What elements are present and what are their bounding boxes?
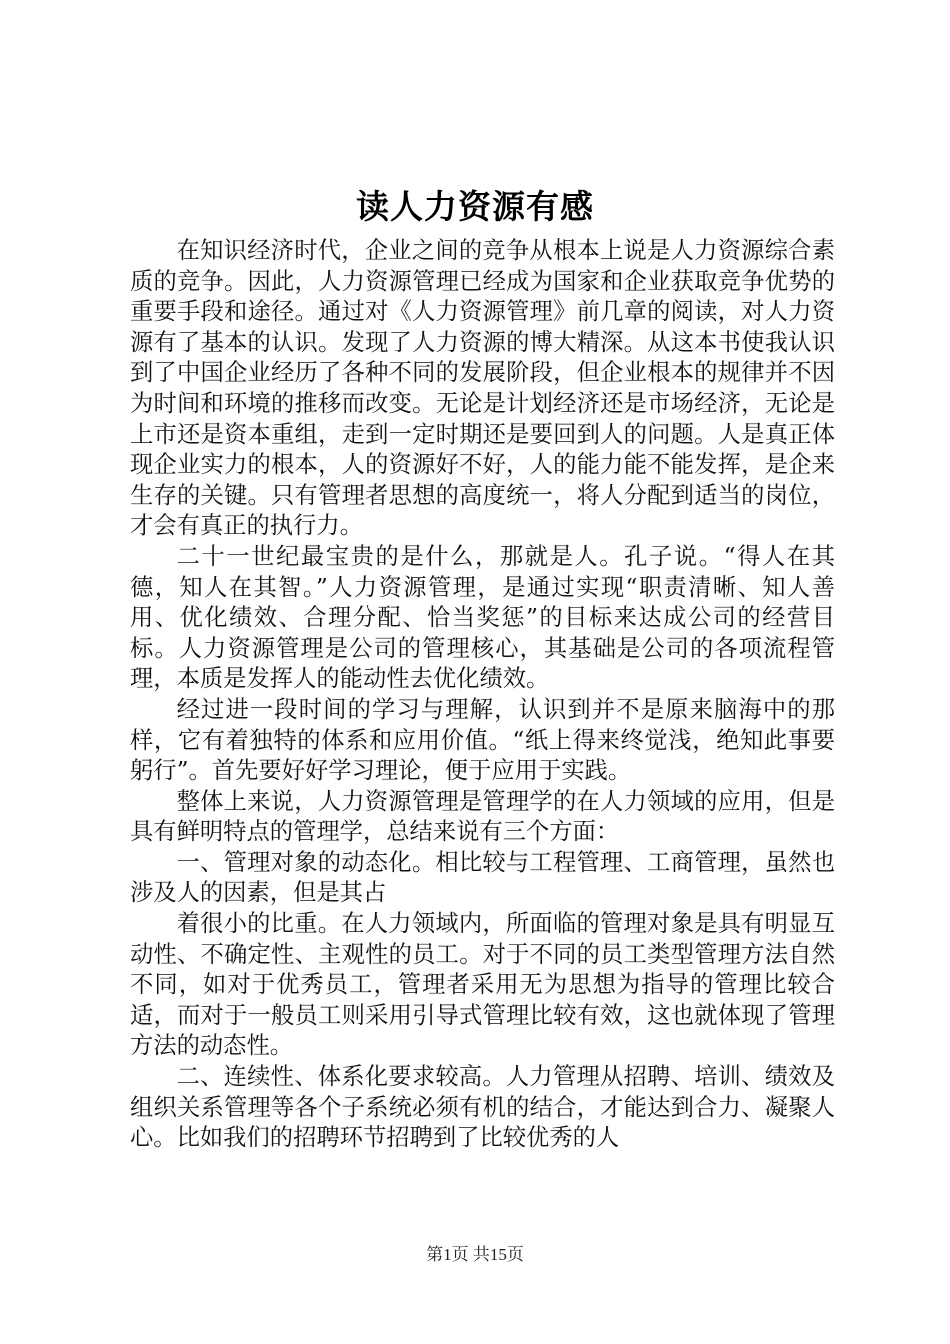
document-body — [130, 236, 835, 1154]
paragraph-7: 二、连续性、体系化要求较高。人力管理从招聘、培训、绩效及组织关系管理等各个子系统必须有机的结合，才能达到合力、凝聚人心。比如我们的招聘环节招聘到了比较优秀的人 — [130, 1063, 835, 1152]
page-number-footer: 第1页 共15页 — [426, 1245, 524, 1264]
paragraph-2: 二十一世纪最宝贵的是什么，那就是人。孔子说。“得人在其德，知人在其智。”人力资源管理，是通过实现“职责清晰、知人善用、优化绩效、合理分配、恰当奖惩”的目标来达成公司的经营目标。人力资源管理是公司的管理核心，其基础是公司的各项流程管理，本质是发挥人的能动性去优化绩效。 — [130, 542, 835, 693]
paragraph-3: 经过进一段时间的学习与理解，认识到并不是原来脑海中的那样，它有着独特的体系和应用价值。“纸上得来终觉浅，绝知此事要躬行”。首先要好好学习理论，便于应用于实践。 — [130, 695, 835, 785]
paragraph-4: 整体上来说，人力资源管理是管理学的在人力领域的应用，但是具有鲜明特点的管理学，总结来说有三个方面： — [130, 787, 835, 846]
paragraph-1: 在知识经济时代，企业之间的竞争从根本上说是人力资源综合素质的竞争。因此，人力资源管理已经成为国家和企业获取竞争优势的重要手段和途径。通过对《人力资源管理》前几章的阅读，对人力资源有了基本的认识。发现了人力资源的博大精深。从这本书使我认识到了中国企业经历了各种不同的发展阶段，但企业根本的规律并不因为时间和环境的推移而改变。无论是计划经济还是市场经济，无论是上市还是资本重组，走到一定时期还是要回到人的问题。人是真正体现企业实力的根本，人的资源好不好，人的能力能不能发挥，是企来生存的关键。只有管理者思想的高度统一，将人分配到适当的岗位，才会有真正的执行力。 — [130, 237, 835, 540]
document-title: 读人力资源有感 — [356, 187, 594, 226]
paragraph-5: 一、管理对象的动态化。相比较与工程管理、工商管理，虽然也涉及人的因素，但是其占 — [130, 848, 835, 907]
paragraph-6: 着很小的比重。在人力领域内，所面临的管理对象是具有明显互动性、不确定性、主观性的员工。对于不同的员工类型管理方法自然不同，如对于优秀员工，管理者采用无为思想为指导的管理比较合适，而对于一般员工则采用引导式管理比较有效，这也就体现了管理方法的动态性。 — [130, 910, 835, 1060]
